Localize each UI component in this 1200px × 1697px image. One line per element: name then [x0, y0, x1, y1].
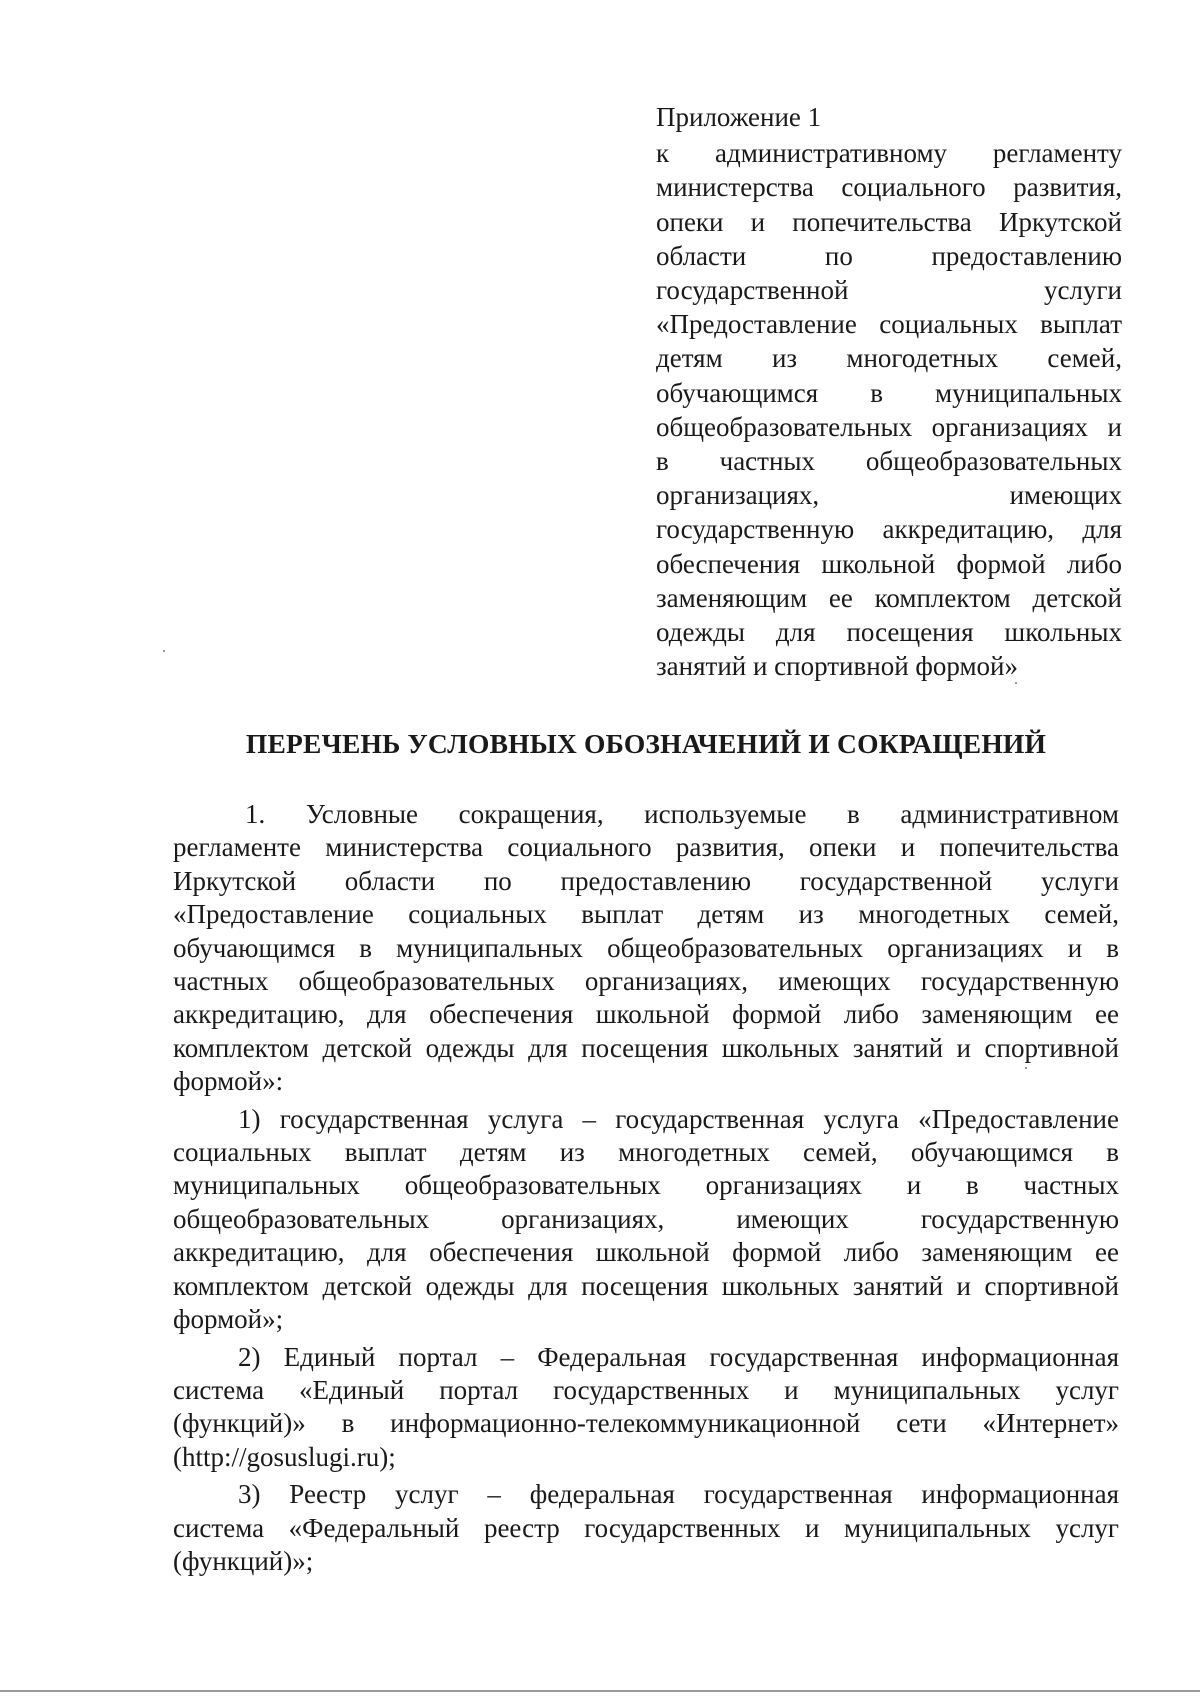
body-line: система «Единый портал государственных и муниципальных услуг — [173, 1374, 1119, 1405]
body-line: система «Федеральный реестр государственных и муниципальных услуг — [173, 1512, 1119, 1543]
body-line: комплектом детской одежды для посещения школьных занятий и спортивной — [173, 1032, 1119, 1063]
body-line: обучающимся в муниципальных общеобразовательных организациях и в — [173, 932, 1119, 963]
paragraph-item-1 — [173, 1103, 1119, 1337]
body-line: (http://gosuslugi.ru); — [173, 1441, 396, 1472]
paragraph-item-3 — [173, 1478, 1119, 1578]
body-line: формой»: — [173, 1066, 284, 1097]
body-line: Иркутской области по предоставлению государственной услуги — [173, 865, 1119, 896]
body-line: частных общеобразовательных организациях, имеющих государственную — [173, 966, 1119, 997]
body-line: (функций)» в информационно-телекоммуникационной сети «Интернет» — [173, 1408, 1119, 1439]
body-line: 1) государственная услуга – государственная услуга «Предоставление — [238, 1103, 1119, 1134]
scan-speck — [163, 650, 165, 652]
body-line: «Предоставление социальных выплат детям из многодетных семей, — [173, 899, 1119, 930]
appendix-line: государственную аккредитацию, для — [656, 514, 1122, 545]
appendix-line: министерства социального развития, — [656, 172, 1122, 203]
appendix-text — [656, 136, 1122, 683]
appendix-line: обеспечения школьной формой либо — [656, 548, 1122, 579]
body-line: регламенте министерства социального развития, опеки и попечительства — [173, 832, 1119, 863]
body-line: 2) Единый портал – Федеральная государственная информационная — [238, 1341, 1119, 1372]
appendix-line: общеобразовательных организациях и — [656, 411, 1122, 442]
body-line: аккредитацию, для обеспечения школьной формой либо заменяющим ее — [173, 999, 1119, 1030]
body-line: комплектом детской одежды для посещения школьных занятий и спортивной — [173, 1270, 1119, 1301]
body-line: 3) Реестр услуг – федеральная государственная информационная — [238, 1479, 1119, 1510]
appendix-line: государственной услуги — [656, 275, 1122, 306]
body-line: аккредитацию, для обеспечения школьной формой либо заменяющим ее — [173, 1237, 1119, 1268]
body-line: (функций)»; — [173, 1545, 314, 1576]
appendix-line: области по предоставлению — [656, 240, 1122, 271]
scan-speck — [1025, 1067, 1027, 1069]
appendix-line: занятий и спортивной формой» — [656, 651, 1019, 682]
body-line: формой»; — [173, 1304, 284, 1335]
appendix-line: детям из многодетных семей, — [656, 343, 1122, 374]
scan-bottom-edge — [0, 1690, 1200, 1692]
appendix-line: в частных общеобразовательных — [656, 446, 1122, 477]
document-body — [173, 798, 1119, 1582]
appendix-line: «Предоставление социальных выплат — [656, 309, 1122, 340]
scan-speck — [1015, 682, 1017, 684]
document-heading: ПЕРЕЧЕНЬ УСЛОВНЫХ ОБОЗНАЧЕНИЙ И СОКРАЩЕНИЙ — [245, 728, 1047, 759]
appendix-line: опеки и попечительства Иркутской — [656, 206, 1122, 237]
appendix-line: организациях, имеющих — [656, 480, 1122, 511]
paragraph-item-2 — [173, 1341, 1119, 1475]
paragraph-definitions-intro — [173, 798, 1119, 1099]
body-line: 1. Условные сокращения, используемые в административном — [245, 799, 1119, 829]
body-line: социальных выплат детям из многодетных семей, обучающимся в — [173, 1137, 1119, 1168]
appendix-title: Приложение 1 — [656, 102, 822, 132]
appendix-block — [656, 100, 1122, 683]
appendix-line: к административному регламенту — [656, 138, 1122, 169]
body-line: муниципальных общеобразовательных организациях и в частных — [173, 1170, 1119, 1201]
appendix-line: заменяющим ее комплектом детской — [656, 582, 1122, 613]
appendix-line: обучающимся в муниципальных — [656, 377, 1122, 408]
body-line: общеобразовательных организациях, имеющих государственную — [173, 1203, 1119, 1234]
appendix-line: одежды для посещения школьных — [656, 617, 1122, 648]
